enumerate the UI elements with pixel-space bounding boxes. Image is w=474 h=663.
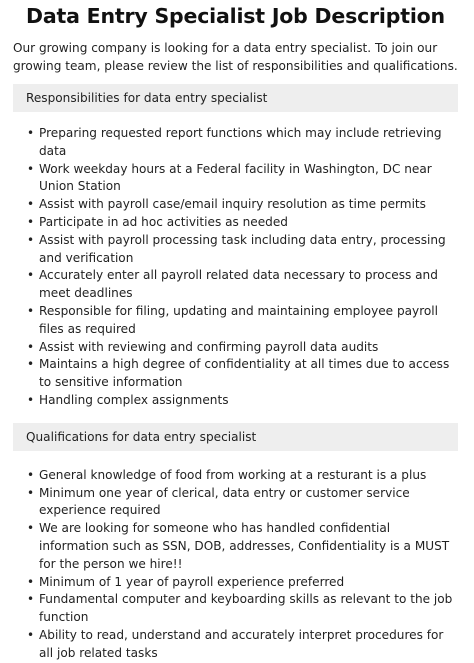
bullet-icon: • bbox=[27, 485, 35, 500]
list-item bbox=[27, 196, 458, 214]
list-item-text: Maintains a high degree of confidentiality at all times due to access to sensitive information bbox=[39, 357, 450, 390]
list-item-text: Assist with payroll case/email inquiry resolution as time permits bbox=[39, 197, 426, 212]
responsibilities-list bbox=[13, 125, 458, 410]
qualifications-list bbox=[13, 467, 458, 663]
list-item-text: Minimum of 1 year of payroll experience preferred bbox=[39, 574, 345, 589]
responsibilities-heading: Responsibilities for data entry specialist bbox=[13, 84, 458, 112]
bullet-icon: • bbox=[27, 521, 35, 536]
list-item-text: Preparing requested report functions which may include retrieving data bbox=[39, 126, 442, 158]
list-item-text: Accurately enter all payroll related data necessary to process and meet deadlines bbox=[39, 268, 438, 301]
qualifications-heading: Qualifications for data entry specialist bbox=[13, 423, 458, 451]
list-item bbox=[27, 574, 458, 592]
list-item bbox=[27, 303, 458, 339]
list-item-text: Responsible for filing, updating and maintaining employee payroll files as required bbox=[39, 303, 439, 336]
bullet-icon: • bbox=[27, 467, 35, 482]
list-item bbox=[27, 591, 458, 627]
list-item bbox=[27, 356, 458, 392]
bullet-icon: • bbox=[27, 232, 35, 247]
bullet-icon: • bbox=[27, 214, 35, 229]
page-title: Data Entry Specialist Job Description bbox=[26, 4, 445, 28]
bullet-icon: • bbox=[27, 197, 35, 212]
list-item-text: We are looking for someone who has handled confidential information such as SSN, DOB, addresses, Confidentiality is a MUST for the person we hire!! bbox=[39, 521, 450, 571]
list-item bbox=[27, 392, 458, 410]
list-item-text: Work weekday hours at a Federal facility in Washington, DC near Union Station bbox=[39, 161, 432, 194]
list-item bbox=[27, 267, 458, 303]
list-item-text: Fundamental computer and keyboarding skills as relevant to the job function bbox=[39, 592, 453, 625]
list-item-text: Participate in ad hoc activities as needed bbox=[39, 214, 288, 229]
list-item-text: General knowledge of food from working at a resturant is a plus bbox=[39, 467, 427, 482]
list-item bbox=[27, 339, 458, 357]
list-item bbox=[27, 214, 458, 232]
list-item bbox=[27, 232, 458, 268]
list-item-text: Handling complex assignments bbox=[39, 392, 229, 407]
list-item-text: Minimum one year of clerical, data entry or customer service experience required bbox=[39, 485, 410, 518]
list-item bbox=[27, 627, 458, 663]
bullet-icon: • bbox=[27, 268, 35, 283]
bullet-icon: • bbox=[27, 574, 35, 589]
bullet-icon: • bbox=[27, 126, 35, 140]
bullet-icon: • bbox=[27, 592, 35, 607]
bullet-icon: • bbox=[27, 357, 35, 372]
list-item-text: Ability to read, understand and accurately interpret procedures for all job related tasks bbox=[39, 627, 444, 660]
list-item bbox=[27, 125, 458, 161]
bullet-icon: • bbox=[27, 161, 35, 176]
list-item bbox=[27, 520, 458, 573]
bullet-icon: • bbox=[27, 392, 35, 407]
list-item bbox=[27, 467, 458, 485]
bullet-icon: • bbox=[27, 339, 35, 354]
intro-paragraph: Our growing company is looking for a data entry specialist. To join our growing team, please review the list of responsibilities and qualifications. bbox=[13, 41, 458, 73]
bullet-icon: • bbox=[27, 303, 35, 318]
list-item-text: Assist with reviewing and confirming payroll data audits bbox=[39, 339, 379, 354]
list-item bbox=[27, 485, 458, 521]
list-item-text: Assist with payroll processing task including data entry, processing and verification bbox=[39, 232, 446, 265]
list-item bbox=[27, 161, 458, 197]
bullet-icon: • bbox=[27, 627, 35, 642]
